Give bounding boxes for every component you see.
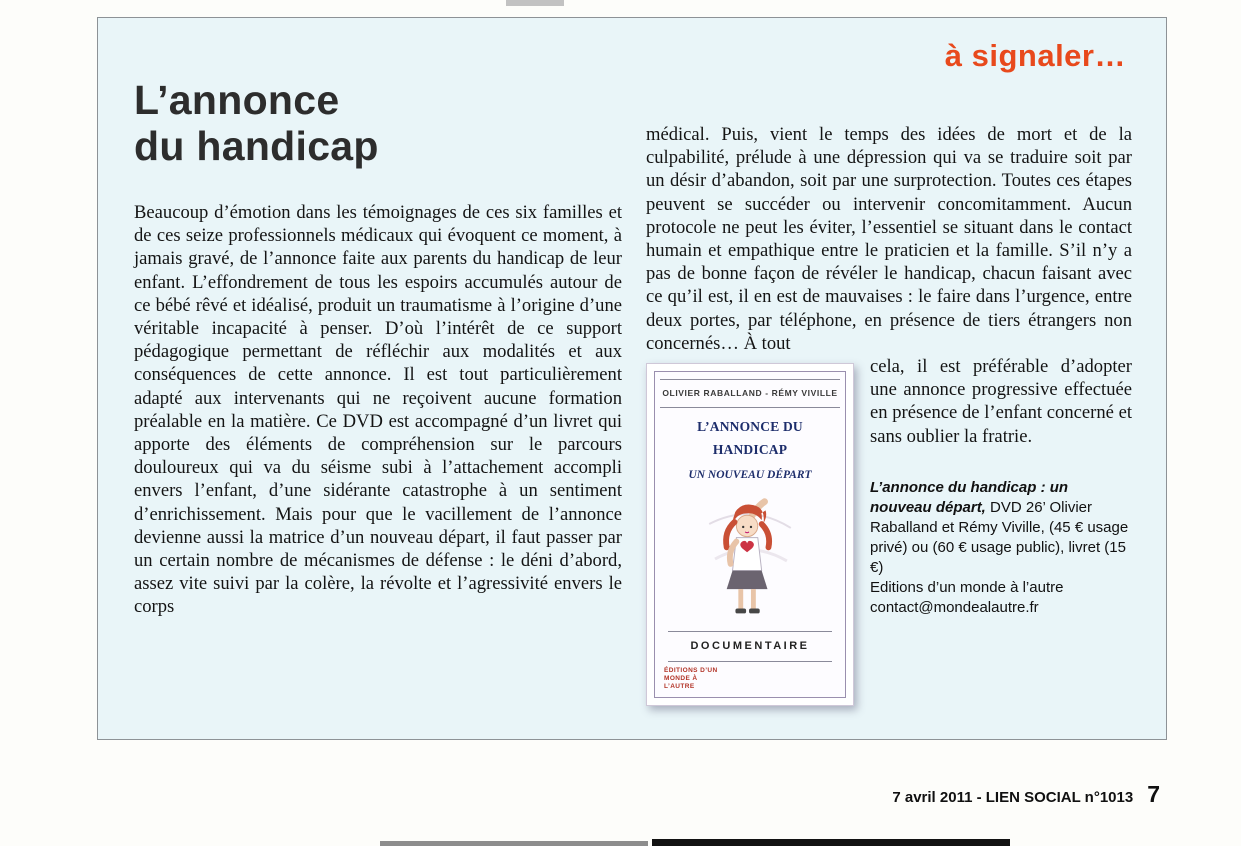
article-panel [97, 17, 1167, 740]
dvd-authors: OLIVIER RABALLAND - RÉMY VIVILLE [660, 379, 840, 408]
page-footer [892, 781, 1160, 808]
dvd-illustration [660, 491, 840, 629]
signal-header: à signaler… [944, 38, 1126, 73]
girl-sketch-illustration [688, 491, 812, 627]
article-left-column: Beaucoup d’émotion dans les témoignages de ces six familles et de ces seize professionnels médicaux qui évoquent ce moment, à jamais gravé, de l’annonce faite aux parents du handicap de leur enfant. L’effondrement de tous les espoirs accumulés autour de ce bébé rêvé et idéalisé, produit un traumatisme à l’origine d’une véritable incapacité à penser. D’où l’intérêt de ce support pédagogique permettant de réfléchir aux modalités et aux conséquences de cette annonce. Il est tout particulièrement adapté aux intervenants qui ne reçoivent aucune formation préalable en la matière. Ce DVD est accompagné d’un livret qui apporte des éléments de compréhension sur le parcours douloureux qui va du séisme subi à l’attachement accompli envers l’enfant, d’une sidérante catastrophe à un sentiment d’enrichissement. Mais pour que le vacillement de l’annonce devienne aussi la matrice d’un nouveau départ, il faut passer par un certain nombre de mécanismes de défense : le déni d’abord, assez vite suivi par la colère, la révolte et l’agressivité envers le corps [134, 202, 622, 618]
dvd-title: L’ANNONCE DU HANDICAP [697, 419, 803, 458]
article-right-column [646, 123, 1132, 710]
caption-publisher: Editions d’un monde à l’autre [870, 578, 1064, 596]
scan-artifact-top [506, 0, 564, 6]
dvd-subtitle: UN NOUVEAU DÉPART [688, 468, 812, 481]
caption-details: DVD 26’ Olivier Raballand et Rémy Viville, (45 € usage privé) ou (60 € usage public), livret (15 €) [870, 498, 1129, 576]
article-title [134, 78, 379, 170]
article-right-wrap-text: cela, il est préférable d’adopter une annonce progressive effectuée en présence de l’enfant concerné et sans oublier la fratrie. [870, 356, 1132, 447]
footer-page-number: 7 [1147, 781, 1160, 807]
article-right-paragraph: médical. Puis, vient le temps des idées de mort et de la culpabilité, prélude à une dépression qui va se traduire soit par un désir d’abandon, soit par une surprotection. Toutes ces étapes peuvent se succéder ou intervenir concomitamment. Aucun protocole ne peut les éviter, l’essentiel se situant dans le contact humain et empathique entre le praticien et la famille. S’il n’y a pas de bonne façon de révéler le handicap, chacun faisant avec ce qu’il est, il en est de mauvaises : le faire dans l’urgence, entre deux portes, par téléphone, en présence de tiers étrangers non concernés… À tout [646, 124, 1132, 354]
article-title-line1: L’annonce [134, 77, 340, 123]
image-wrap-zone [646, 355, 1132, 691]
scan-artifact-bottom-black [652, 839, 1010, 846]
footer-issue-label: 7 avril 2011 - LIEN SOCIAL n°1013 [892, 789, 1134, 806]
dvd-publisher-logo: ÉDITIONS D’UN MONDE À L’AUTRE [664, 667, 718, 691]
dvd-cover-inner [654, 371, 846, 698]
dvd-cover [646, 363, 854, 706]
dvd-genre: DOCUMENTAIRE [668, 631, 832, 662]
caption-title: L’annonce du handicap : un nouveau départ, [870, 478, 1069, 516]
article-title-line2: du handicap [134, 122, 379, 169]
caption-contact-email: contact@mondealautre.fr [870, 598, 1039, 616]
scan-artifact-bottom-gray [380, 841, 648, 846]
